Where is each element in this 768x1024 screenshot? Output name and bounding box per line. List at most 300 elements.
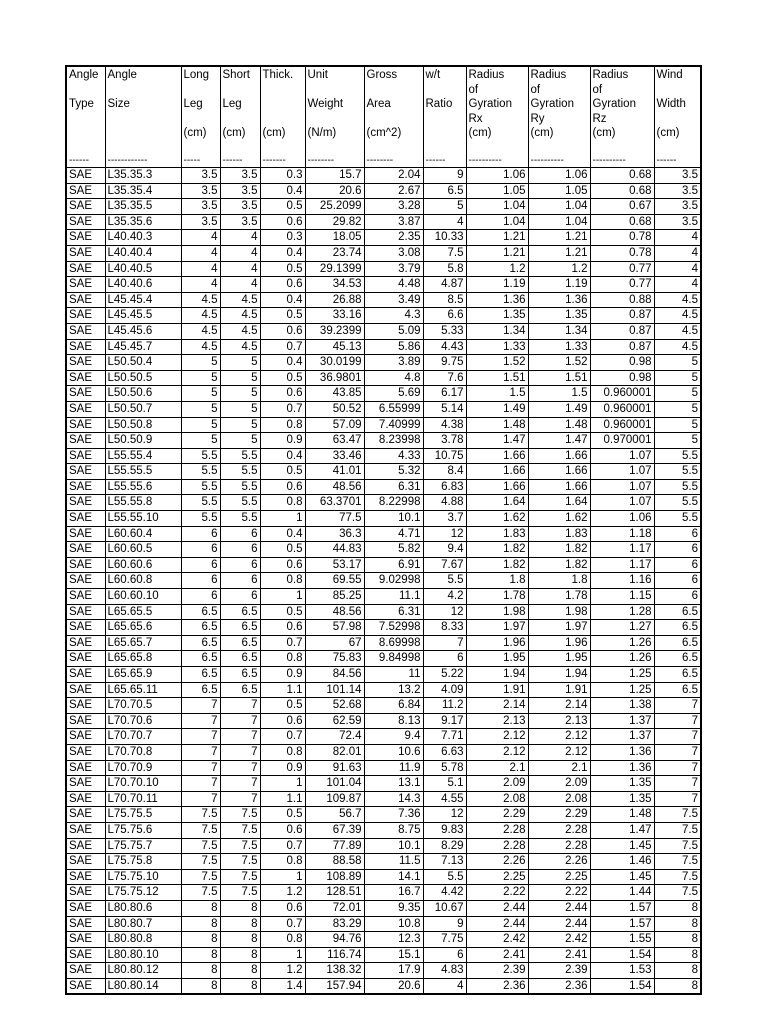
radius-rz-cell: 0.68 [590, 183, 654, 199]
unit-weight-cell: 20.6 [305, 183, 364, 199]
wt-ratio-cell: 4.88 [423, 495, 466, 511]
wind-width-cell: 4 [654, 245, 701, 261]
angle-size-cell: L65.65.11 [105, 682, 181, 698]
unit-weight-cell: 30.0199 [305, 355, 364, 371]
table-row [66, 729, 701, 745]
angle-type-cell: SAE [66, 978, 105, 994]
radius-rz-cell: 1.47 [590, 822, 654, 838]
table-row [66, 183, 701, 199]
radius-rz-cell: 0.68 [590, 168, 654, 184]
long-leg-cell: 8 [181, 932, 220, 948]
short-leg-cell: 5 [220, 417, 260, 433]
table-row [66, 230, 701, 246]
radius-rz-cell: 0.88 [590, 292, 654, 308]
angle-type-cell: SAE [66, 589, 105, 605]
radius-rx-cell: 1.5 [466, 386, 528, 402]
gross-area-cell: 3.28 [364, 199, 423, 215]
angle-size-cell: L40.40.5 [105, 261, 181, 277]
radius-rz-cell: 1.46 [590, 854, 654, 870]
angle-type-cell: SAE [66, 261, 105, 277]
wind-width-cell: 3.5 [654, 214, 701, 230]
radius-ry-cell: 2.41 [528, 947, 590, 963]
radius-ry-cell: 2.42 [528, 932, 590, 948]
long-leg-cell: 7 [181, 729, 220, 745]
gross-area-cell: 15.1 [364, 947, 423, 963]
wt-ratio-cell: 5.22 [423, 667, 466, 683]
radius-ry-cell: 1.06 [528, 168, 590, 184]
header-cell: Angle Type [66, 66, 105, 155]
radius-rz-cell: 0.960001 [590, 401, 654, 417]
gross-area-cell: 14.1 [364, 869, 423, 885]
radius-ry-cell: 1.5 [528, 386, 590, 402]
short-leg-cell: 8 [220, 978, 260, 994]
unit-weight-cell: 77.5 [305, 511, 364, 527]
unit-weight-cell: 23.74 [305, 245, 364, 261]
long-leg-cell: 5 [181, 417, 220, 433]
table-row [66, 214, 701, 230]
unit-weight-cell: 85.25 [305, 589, 364, 605]
angle-type-cell: SAE [66, 682, 105, 698]
short-leg-cell: 5 [220, 386, 260, 402]
wt-ratio-cell: 4.42 [423, 885, 466, 901]
radius-rz-cell: 1.55 [590, 932, 654, 948]
wind-width-cell: 5 [654, 386, 701, 402]
angle-type-cell: SAE [66, 776, 105, 792]
radius-rx-cell: 2.44 [466, 900, 528, 916]
radius-rz-cell: 1.57 [590, 900, 654, 916]
short-leg-cell: 4 [220, 245, 260, 261]
wt-ratio-cell: 5.8 [423, 261, 466, 277]
long-leg-cell: 6.5 [181, 620, 220, 636]
radius-ry-cell: 1.64 [528, 495, 590, 511]
radius-rx-cell: 1.8 [466, 573, 528, 589]
short-leg-cell: 6.5 [220, 620, 260, 636]
wind-width-cell: 7.5 [654, 838, 701, 854]
long-leg-cell: 7.5 [181, 838, 220, 854]
angle-type-cell: SAE [66, 557, 105, 573]
header-separator-row [66, 155, 701, 168]
wind-width-cell: 4 [654, 230, 701, 246]
wind-width-cell: 5.5 [654, 511, 701, 527]
header-cell: Wind Width (cm) [654, 66, 701, 155]
wt-ratio-cell: 7.75 [423, 932, 466, 948]
gross-area-cell: 7.52998 [364, 620, 423, 636]
angle-type-cell: SAE [66, 339, 105, 355]
radius-rx-cell: 1.52 [466, 355, 528, 371]
wt-ratio-cell: 4.2 [423, 589, 466, 605]
thickness-cell: 0.3 [260, 168, 305, 184]
wind-width-cell: 6.5 [654, 682, 701, 698]
separator-cell: -------- [305, 155, 364, 168]
angle-size-cell: L75.75.5 [105, 807, 181, 823]
angle-type-cell: SAE [66, 635, 105, 651]
gross-area-cell: 5.82 [364, 542, 423, 558]
radius-rx-cell: 2.26 [466, 854, 528, 870]
angle-size-cell: L75.75.8 [105, 854, 181, 870]
radius-ry-cell: 1.97 [528, 620, 590, 636]
short-leg-cell: 3.5 [220, 214, 260, 230]
separator-cell: ------ [66, 155, 105, 168]
thickness-cell: 0.5 [260, 698, 305, 714]
thickness-cell: 0.5 [260, 261, 305, 277]
radius-ry-cell: 2.08 [528, 791, 590, 807]
radius-rx-cell: 1.33 [466, 339, 528, 355]
long-leg-cell: 7.5 [181, 885, 220, 901]
gross-area-cell: 5.09 [364, 323, 423, 339]
table-row [66, 713, 701, 729]
wind-width-cell: 7.5 [654, 807, 701, 823]
angle-size-cell: L60.60.4 [105, 526, 181, 542]
long-leg-cell: 5.5 [181, 464, 220, 480]
angle-type-cell: SAE [66, 604, 105, 620]
radius-rz-cell: 1.54 [590, 978, 654, 994]
angle-type-cell: SAE [66, 495, 105, 511]
angle-type-cell: SAE [66, 308, 105, 324]
radius-ry-cell: 1.19 [528, 277, 590, 293]
thickness-cell: 1.2 [260, 963, 305, 979]
wind-width-cell: 3.5 [654, 168, 701, 184]
radius-rz-cell: 0.970001 [590, 433, 654, 449]
angle-size-cell: L35.35.5 [105, 199, 181, 215]
table-row [66, 323, 701, 339]
table-row [66, 667, 701, 683]
angle-type-cell: SAE [66, 277, 105, 293]
short-leg-cell: 3.5 [220, 183, 260, 199]
short-leg-cell: 4 [220, 261, 260, 277]
angle-type-cell: SAE [66, 355, 105, 371]
long-leg-cell: 5.5 [181, 448, 220, 464]
unit-weight-cell: 44.83 [305, 542, 364, 558]
table-body [66, 168, 701, 995]
separator-cell: ---------- [466, 155, 528, 168]
unit-weight-cell: 84.56 [305, 667, 364, 683]
radius-ry-cell: 2.39 [528, 963, 590, 979]
radius-ry-cell: 2.29 [528, 807, 590, 823]
thickness-cell: 0.7 [260, 916, 305, 932]
gross-area-cell: 8.75 [364, 822, 423, 838]
thickness-cell: 0.4 [260, 355, 305, 371]
angle-type-cell: SAE [66, 526, 105, 542]
angle-size-cell: L65.65.7 [105, 635, 181, 651]
angle-size-cell: L80.80.8 [105, 932, 181, 948]
gross-area-cell: 10.6 [364, 744, 423, 760]
short-leg-cell: 5 [220, 401, 260, 417]
wt-ratio-cell: 6.5 [423, 183, 466, 199]
angle-type-cell: SAE [66, 947, 105, 963]
radius-rx-cell: 2.1 [466, 760, 528, 776]
thickness-cell: 0.8 [260, 932, 305, 948]
short-leg-cell: 7 [220, 760, 260, 776]
radius-ry-cell: 1.36 [528, 292, 590, 308]
wt-ratio-cell: 4.87 [423, 277, 466, 293]
thickness-cell: 0.4 [260, 448, 305, 464]
radius-rz-cell: 1.26 [590, 651, 654, 667]
angle-size-cell: L70.70.5 [105, 698, 181, 714]
unit-weight-cell: 56.7 [305, 807, 364, 823]
radius-rx-cell: 2.12 [466, 729, 528, 745]
angle-type-cell: SAE [66, 214, 105, 230]
angle-type-cell: SAE [66, 323, 105, 339]
long-leg-cell: 3.5 [181, 168, 220, 184]
radius-rz-cell: 1.26 [590, 635, 654, 651]
table-row [66, 932, 701, 948]
wt-ratio-cell: 10.75 [423, 448, 466, 464]
unit-weight-cell: 88.58 [305, 854, 364, 870]
table-row [66, 916, 701, 932]
table-row [66, 822, 701, 838]
wind-width-cell: 7.5 [654, 885, 701, 901]
wt-ratio-cell: 10.67 [423, 900, 466, 916]
wt-ratio-cell: 9.75 [423, 355, 466, 371]
short-leg-cell: 7 [220, 776, 260, 792]
long-leg-cell: 3.5 [181, 214, 220, 230]
radius-ry-cell: 2.14 [528, 698, 590, 714]
unit-weight-cell: 43.85 [305, 386, 364, 402]
radius-rx-cell: 1.64 [466, 495, 528, 511]
wind-width-cell: 6 [654, 589, 701, 605]
angle-type-cell: SAE [66, 713, 105, 729]
long-leg-cell: 7.5 [181, 869, 220, 885]
radius-ry-cell: 1.33 [528, 339, 590, 355]
angle-type-cell: SAE [66, 760, 105, 776]
angle-type-cell: SAE [66, 667, 105, 683]
short-leg-cell: 7.5 [220, 854, 260, 870]
radius-ry-cell: 2.44 [528, 916, 590, 932]
radius-rz-cell: 1.07 [590, 464, 654, 480]
wt-ratio-cell: 11.2 [423, 698, 466, 714]
table-row [66, 308, 701, 324]
radius-ry-cell: 2.1 [528, 760, 590, 776]
angle-type-cell: SAE [66, 168, 105, 184]
long-leg-cell: 6.5 [181, 667, 220, 683]
wt-ratio-cell: 12 [423, 807, 466, 823]
long-leg-cell: 7 [181, 760, 220, 776]
thickness-cell: 0.8 [260, 651, 305, 667]
wind-width-cell: 5 [654, 433, 701, 449]
header-cell: Unit Weight (N/m) [305, 66, 364, 155]
separator-cell: -------- [364, 155, 423, 168]
thickness-cell: 0.5 [260, 464, 305, 480]
radius-rz-cell: 1.17 [590, 542, 654, 558]
radius-ry-cell: 1.21 [528, 230, 590, 246]
gross-area-cell: 9.02998 [364, 573, 423, 589]
short-leg-cell: 6 [220, 557, 260, 573]
separator-cell: ---------- [590, 155, 654, 168]
header-cell: Angle Size [105, 66, 181, 155]
radius-rz-cell: 0.87 [590, 308, 654, 324]
unit-weight-cell: 53.17 [305, 557, 364, 573]
wt-ratio-cell: 7 [423, 635, 466, 651]
short-leg-cell: 6.5 [220, 635, 260, 651]
unit-weight-cell: 15.7 [305, 168, 364, 184]
gross-area-cell: 5.32 [364, 464, 423, 480]
radius-rz-cell: 0.68 [590, 214, 654, 230]
gross-area-cell: 13.1 [364, 776, 423, 792]
radius-ry-cell: 2.28 [528, 838, 590, 854]
wind-width-cell: 6.5 [654, 651, 701, 667]
angle-type-cell: SAE [66, 822, 105, 838]
table-row [66, 744, 701, 760]
short-leg-cell: 5.5 [220, 495, 260, 511]
unit-weight-cell: 18.05 [305, 230, 364, 246]
unit-weight-cell: 101.14 [305, 682, 364, 698]
table-row [66, 838, 701, 854]
radius-ry-cell: 1.83 [528, 526, 590, 542]
thickness-cell: 1.2 [260, 885, 305, 901]
table-row [66, 573, 701, 589]
unit-weight-cell: 34.53 [305, 277, 364, 293]
long-leg-cell: 5 [181, 370, 220, 386]
angle-size-cell: L50.50.4 [105, 355, 181, 371]
wt-ratio-cell: 8.4 [423, 464, 466, 480]
wt-ratio-cell: 8.5 [423, 292, 466, 308]
table-row [66, 339, 701, 355]
thickness-cell: 0.5 [260, 370, 305, 386]
angle-size-cell: L70.70.7 [105, 729, 181, 745]
angle-size-cell: L60.60.10 [105, 589, 181, 605]
wind-width-cell: 8 [654, 900, 701, 916]
short-leg-cell: 6 [220, 573, 260, 589]
radius-rx-cell: 1.47 [466, 433, 528, 449]
table-row [66, 401, 701, 417]
separator-cell: ------ [423, 155, 466, 168]
radius-rz-cell: 1.07 [590, 448, 654, 464]
radius-rz-cell: 1.45 [590, 869, 654, 885]
angle-size-cell: L55.55.6 [105, 479, 181, 495]
unit-weight-cell: 48.56 [305, 479, 364, 495]
radius-ry-cell: 2.09 [528, 776, 590, 792]
angle-size-cell: L60.60.8 [105, 573, 181, 589]
radius-rz-cell: 1.48 [590, 807, 654, 823]
wind-width-cell: 5 [654, 370, 701, 386]
wt-ratio-cell: 4.09 [423, 682, 466, 698]
angle-size-cell: L70.70.6 [105, 713, 181, 729]
long-leg-cell: 5.5 [181, 479, 220, 495]
radius-rz-cell: 0.78 [590, 230, 654, 246]
short-leg-cell: 8 [220, 963, 260, 979]
angle-size-cell: L55.55.10 [105, 511, 181, 527]
wt-ratio-cell: 5.5 [423, 869, 466, 885]
angle-type-cell: SAE [66, 464, 105, 480]
gross-area-cell: 16.7 [364, 885, 423, 901]
radius-rz-cell: 1.54 [590, 947, 654, 963]
table-row [66, 635, 701, 651]
short-leg-cell: 4 [220, 230, 260, 246]
separator-cell: ---------- [528, 155, 590, 168]
angle-type-cell: SAE [66, 854, 105, 870]
angle-size-cell: L80.80.7 [105, 916, 181, 932]
table-row [66, 511, 701, 527]
radius-ry-cell: 2.44 [528, 900, 590, 916]
gross-area-cell: 4.71 [364, 526, 423, 542]
radius-rx-cell: 2.14 [466, 698, 528, 714]
angle-type-cell: SAE [66, 963, 105, 979]
wind-width-cell: 4.5 [654, 292, 701, 308]
table-row [66, 277, 701, 293]
long-leg-cell: 4.5 [181, 308, 220, 324]
long-leg-cell: 7 [181, 698, 220, 714]
wind-width-cell: 4.5 [654, 323, 701, 339]
long-leg-cell: 5 [181, 401, 220, 417]
radius-ry-cell: 1.49 [528, 401, 590, 417]
gross-area-cell: 11.9 [364, 760, 423, 776]
table-row [66, 557, 701, 573]
short-leg-cell: 4.5 [220, 339, 260, 355]
gross-area-cell: 10.1 [364, 511, 423, 527]
angle-size-cell: L45.45.7 [105, 339, 181, 355]
header-row [66, 66, 701, 155]
table-row [66, 698, 701, 714]
table-row [66, 776, 701, 792]
radius-ry-cell: 1.35 [528, 308, 590, 324]
table-row [66, 682, 701, 698]
angle-size-cell: L75.75.10 [105, 869, 181, 885]
radius-ry-cell: 2.12 [528, 729, 590, 745]
angle-size-cell: L55.55.8 [105, 495, 181, 511]
long-leg-cell: 6 [181, 589, 220, 605]
wt-ratio-cell: 7.5 [423, 245, 466, 261]
gross-area-cell: 6.31 [364, 604, 423, 620]
wind-width-cell: 4 [654, 261, 701, 277]
table-row [66, 963, 701, 979]
short-leg-cell: 3.5 [220, 168, 260, 184]
angle-type-cell: SAE [66, 885, 105, 901]
angle-size-cell: L40.40.4 [105, 245, 181, 261]
thickness-cell: 0.6 [260, 900, 305, 916]
wt-ratio-cell: 5.14 [423, 401, 466, 417]
radius-rz-cell: 1.07 [590, 479, 654, 495]
radius-rx-cell: 1.66 [466, 448, 528, 464]
angle-type-cell: SAE [66, 448, 105, 464]
thickness-cell: 0.6 [260, 386, 305, 402]
angle-type-cell: SAE [66, 370, 105, 386]
table-row [66, 526, 701, 542]
short-leg-cell: 4.5 [220, 292, 260, 308]
wt-ratio-cell: 12 [423, 526, 466, 542]
angle-type-cell: SAE [66, 386, 105, 402]
long-leg-cell: 4 [181, 245, 220, 261]
radius-rz-cell: 1.38 [590, 698, 654, 714]
gross-area-cell: 8.23998 [364, 433, 423, 449]
wt-ratio-cell: 3.7 [423, 511, 466, 527]
radius-rx-cell: 1.21 [466, 230, 528, 246]
wind-width-cell: 5.5 [654, 464, 701, 480]
table-row [66, 355, 701, 371]
angle-size-cell: L45.45.6 [105, 323, 181, 339]
header-cell: Radius of Gyration Rz (cm) [590, 66, 654, 155]
wind-width-cell: 5.5 [654, 495, 701, 511]
long-leg-cell: 5.5 [181, 495, 220, 511]
long-leg-cell: 4 [181, 277, 220, 293]
angle-size-cell: L80.80.10 [105, 947, 181, 963]
thickness-cell: 0.5 [260, 542, 305, 558]
wt-ratio-cell: 4 [423, 214, 466, 230]
table-row [66, 245, 701, 261]
angle-size-cell: L35.35.3 [105, 168, 181, 184]
table-row [66, 589, 701, 605]
radius-ry-cell: 2.25 [528, 869, 590, 885]
radius-ry-cell: 2.22 [528, 885, 590, 901]
long-leg-cell: 8 [181, 900, 220, 916]
wind-width-cell: 4.5 [654, 339, 701, 355]
angle-size-cell: L65.65.8 [105, 651, 181, 667]
gross-area-cell: 11.5 [364, 854, 423, 870]
short-leg-cell: 7.5 [220, 869, 260, 885]
table-row [66, 370, 701, 386]
angle-type-cell: SAE [66, 479, 105, 495]
radius-rz-cell: 1.44 [590, 885, 654, 901]
wind-width-cell: 7 [654, 698, 701, 714]
